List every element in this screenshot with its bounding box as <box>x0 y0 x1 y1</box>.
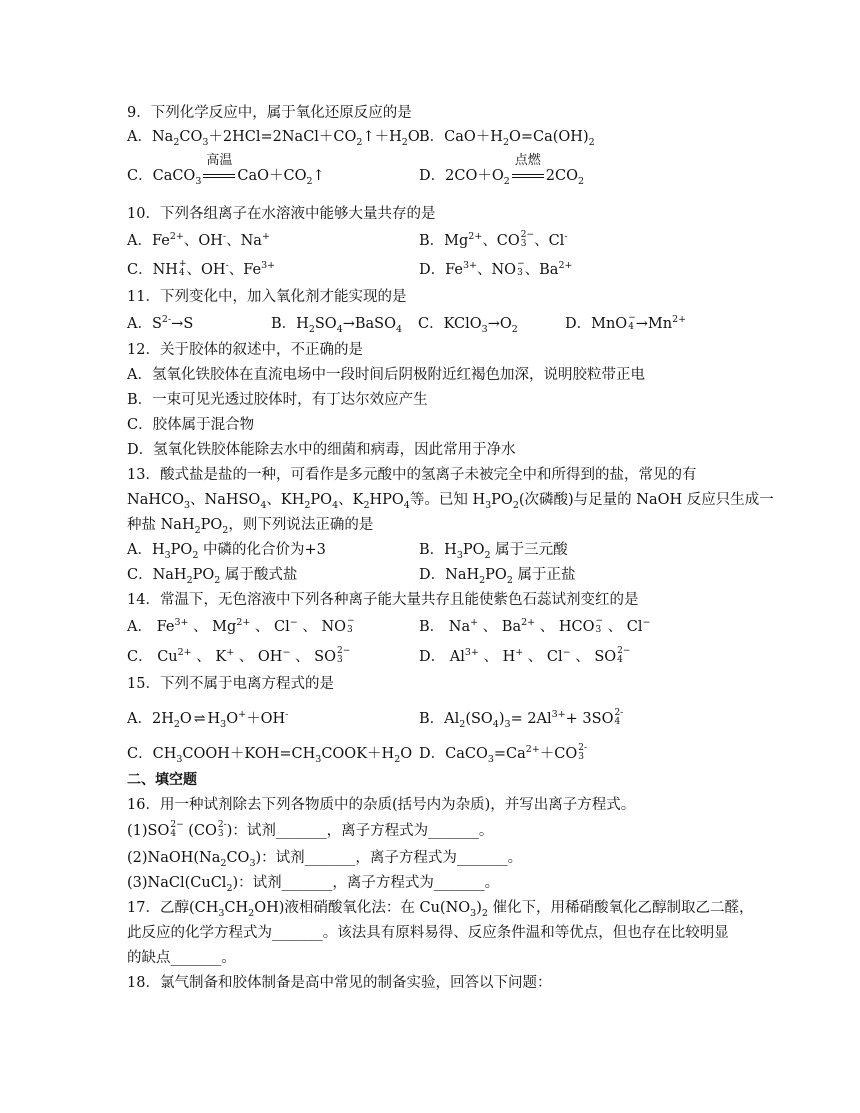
q9-stem: 9．下列化学反应中，属于氧化还原反应的是 <box>127 105 412 121</box>
q9-option-a: A．$Na_2CO_3+2HCl=2NaCl+CO_2↑+H_2O$ <box>127 129 420 148</box>
q10-option-b: B．$Mg^{2+}$、CO 2− 3 、Cl- <box>419 230 568 249</box>
q17-stem-line2: 此反应的化学方程式为_______。该法具有原料易得、反应条件温和等优点，但也存在比较明显 <box>127 925 729 941</box>
q14-option-d: D． $Al^{3+}$ 、 H+ 、 Cl− 、 SO 2− 4 <box>419 646 631 665</box>
q13-stem-line1: 13．酸式盐是盐的一种，可看作是多元酸中的氢离子未被完全中和所得到的盐，常见的有 <box>127 467 697 483</box>
q13-option-a: A．$H_3PO_2$ 中磷的化合价为+3 <box>127 542 326 561</box>
q12-option-d: D．氢氧化铁胶体能除去水中的细菌和病毒，因此常用于净水 <box>127 442 516 458</box>
q16-part2: $(2)NaOH(Na_2CO_3)$：试剂_______，离子方程式为_______。 <box>127 850 523 869</box>
condition-equals-sign: 高温 <box>202 167 236 185</box>
q11-stem: 11．下列变化中，加入氧化剂才能实现的是 <box>127 289 407 305</box>
q11-option-c: C．$KClO_3\to O_2$ <box>418 316 518 335</box>
section-title: 二、填空题 <box>127 772 197 788</box>
q14-option-c: C． $Cu^{2+}$ 、 K+ 、 OH− 、 SO 2− 3 <box>127 646 351 665</box>
q14-option-a: A． $Fe^{3+}$ 、 $Mg^{2+}$ 、 Cl− 、 NO − 3 <box>127 616 355 635</box>
q17-stem-line3: 的缺点_______。 <box>127 950 236 966</box>
q9-option-b: B．$CaO+H_2O=Ca(OH)_2$ <box>419 129 595 148</box>
q13-stem-line2: NaHCO$_3$、NaHSO$_4$、$KH_2PO_4$、$K_2HPO_4$等。已知 $H_3PO_2$(次磷酸)与足量的 NaOH 反应只生成一 <box>127 492 774 511</box>
q13-option-d: D．$NaH_2PO_2$ 属于正盐 <box>419 567 576 586</box>
q11-option-b: B．$H_2SO_4\to BaSO_4$ <box>271 316 403 335</box>
q16-part1: (1)SO 2− 4 (CO 2- 3 )：试剂_______，离子方程式为_______。 <box>127 820 494 839</box>
q13-stem-line3: 种盐 $NaH_2PO_2$，则下列说法正确的是 <box>127 517 374 536</box>
q14-stem: 14．常温下，无色溶液中下列各种离子能大量共存且能使紫色石蕊试剂变红的是 <box>127 592 639 608</box>
q15-option-b: B．$Al_2(SO_4)_3= 2Al^{3+}+ 3SO$ 2- 4 <box>419 708 624 730</box>
q9-option-d: D．$2CO+O_2$ 点燃 $2CO_2$ <box>419 153 585 187</box>
q15-option-c: C．$CH_3COOH+KOH=CH_3COOK+H_2O$ <box>127 746 413 765</box>
q12-option-a: A．氢氧化铁胶体在直流电场中一段时间后阴极附近红褐色加深，说明胶粒带正电 <box>127 367 645 383</box>
q18-stem: 18．氯气制备和胶体制备是高中常见的制备实验，回答以下问题： <box>127 975 552 991</box>
q12-option-c: C．胶体属于混合物 <box>127 417 255 433</box>
q10-option-a: A．$Fe^{2+}$、OH-、Na+ <box>127 231 270 249</box>
q15-option-d: D．$CaCO_3=Ca^{2+}+CO$ 2- 3 <box>419 743 588 765</box>
q15-option-a: A．$2H_2O$ ⇌ $H_3O^++OH^-$ <box>127 709 289 730</box>
q12-stem: 12．关于胶体的叙述中，不正确的是 <box>127 342 363 358</box>
q16-stem: 16．用一种试剂除去下列各物质中的杂质(括号内为杂质)，并写出离子方程式。 <box>127 797 636 813</box>
q11-option-d: D．MnO − 4 $\to Mn^{2+}$ <box>565 313 687 332</box>
q11-option-a: A．$S^{2-}\to S$ <box>127 314 194 332</box>
condition-equals-sign: 点燃 <box>511 167 545 185</box>
q15-stem: 15．下列不属于电离方程式的是 <box>127 676 334 692</box>
q13-option-b: B．$H_3PO_2$ 属于三元酸 <box>419 542 568 561</box>
q9-option-c: C．CaCO$_3$ 高温 $CaO+CO_2↑$ <box>127 153 325 187</box>
q12-option-b: B．一束可见光透过胶体时，有丁达尔效应产生 <box>127 392 428 408</box>
q16-part3: (3)NaCl(CuCl$_2$)：试剂_______，离子方程式为_______。 <box>127 875 500 894</box>
q10-stem: 10．下列各组离子在水溶液中能够大量共存的是 <box>127 206 436 222</box>
q10-option-c: C．NH + 4 、OH-、$Fe^{3+}$ <box>127 259 276 278</box>
q10-option-d: D．$Fe^{3+}$、NO − 3 、$Ba^{2+}$ <box>419 259 573 278</box>
q14-option-b: B． Na+ 、 $Ba^{2+}$ 、 HCO − 3 、 Cl− <box>419 616 651 635</box>
q13-option-c: C．$NaH_2PO_2$ 属于酸式盐 <box>127 567 298 586</box>
q17-stem-line1: 17．乙醇$(CH_3CH_2OH)$液相硝酸氧化法：在 $Cu(NO_3)_2$ 催化下，用稀硝酸氧化乙醇制取乙二醛， <box>127 900 754 919</box>
